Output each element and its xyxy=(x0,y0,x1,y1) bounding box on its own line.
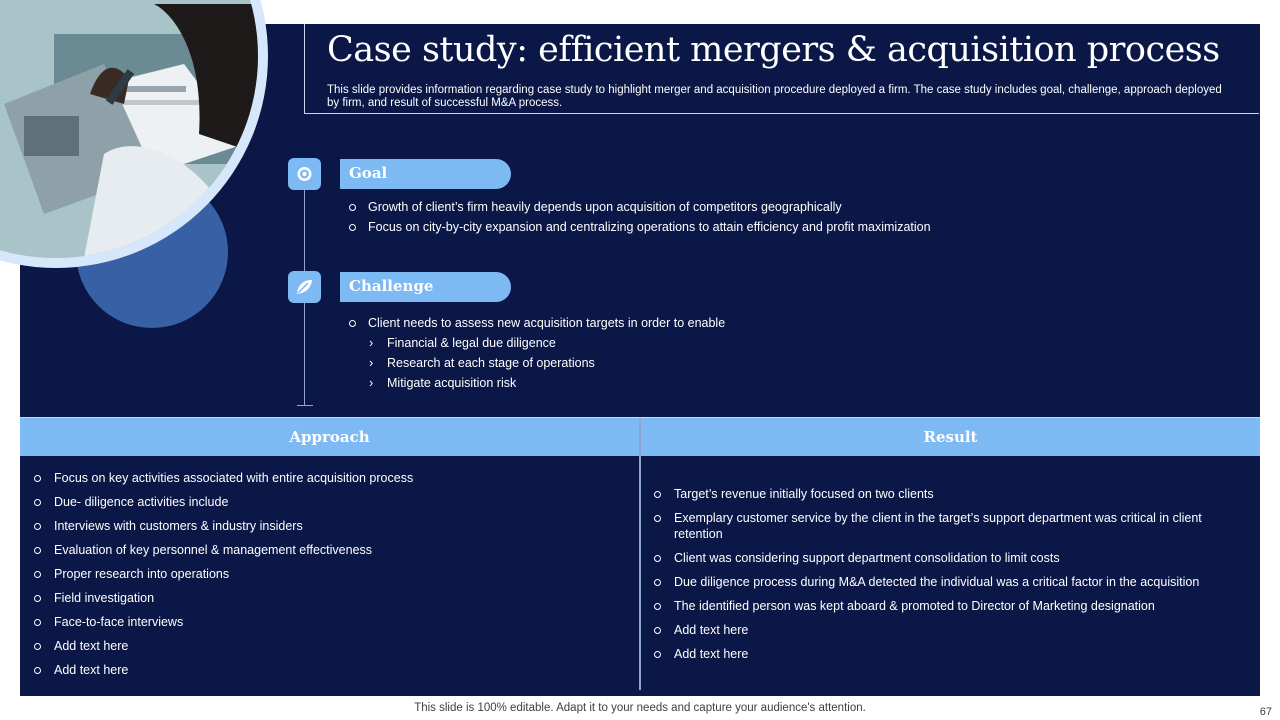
page-number: 67 xyxy=(1259,706,1272,718)
title-divider-vertical xyxy=(304,24,305,114)
goal-bullet-list xyxy=(349,200,931,240)
result-item: Add text here xyxy=(654,622,1244,638)
approach-item: Evaluation of key personnel & management effectiveness xyxy=(34,542,624,558)
challenge-sub-bullet: › Financial & legal due diligence xyxy=(349,336,725,356)
goal-bullet: Focus on city-by-city expansion and centralizing operations to attain efficiency and profit maximization xyxy=(349,220,931,240)
result-item: Add text here xyxy=(654,646,1244,662)
title-divider-horizontal xyxy=(304,113,1259,114)
result-item: Client was considering support department consolidation to limit costs xyxy=(654,550,1244,566)
result-item: The identified person was kept aboard & promoted to Director of Marketing designation xyxy=(654,598,1244,614)
result-item: Exemplary customer service by the client in the target’s support department was critical in client retention xyxy=(654,510,1244,542)
approach-item: Due- diligence activities include xyxy=(34,494,624,510)
table-column-divider xyxy=(639,418,641,690)
approach-item: Face-to-face interviews xyxy=(34,614,624,630)
challenge-sub-bullet: › Mitigate acquisition risk xyxy=(349,376,725,396)
approach-item: Field investigation xyxy=(34,590,624,606)
slide-subtitle: This slide provides information regarding case study to highlight merger and acquisition procedure deployed a firm. The case study includes goal, challenge, approach deployed by firm, and result of successful M&A process. xyxy=(327,84,1222,109)
challenge-bullet: Client needs to assess new acquisition targets in order to enable xyxy=(349,316,725,336)
timeline-end-tick xyxy=(297,405,313,406)
challenge-bullet-list xyxy=(349,316,725,396)
footer-note: This slide is 100% editable. Adapt it to your needs and capture your audience's attention. xyxy=(414,702,866,714)
result-item: Target’s revenue initially focused on two clients xyxy=(654,486,1244,502)
result-item: Due diligence process during M&A detected the individual was a critical factor in the acquisition xyxy=(654,574,1244,590)
approach-item: Interviews with customers & industry insiders xyxy=(34,518,624,534)
approach-item: Add text here xyxy=(34,638,624,654)
challenge-pill: Challenge xyxy=(340,272,511,302)
approach-item: Focus on key activities associated with entire acquisition process xyxy=(34,470,624,486)
slide-title: Case study: efficient mergers & acquisition process xyxy=(327,30,1220,70)
goal-pill: Goal xyxy=(340,159,511,189)
approach-header: Approach xyxy=(20,418,639,456)
goal-bullet: Growth of client’s firm heavily depends upon acquisition of competitors geographically xyxy=(349,200,931,220)
approach-list xyxy=(34,470,624,686)
result-list xyxy=(654,486,1244,670)
challenge-sub-bullet: › Research at each stage of operations xyxy=(349,356,725,376)
target-icon xyxy=(288,158,321,190)
approach-item: Add text here xyxy=(34,662,624,678)
leaf-icon xyxy=(288,271,321,303)
result-header: Result xyxy=(641,418,1260,456)
approach-item: Proper research into operations xyxy=(34,566,624,582)
